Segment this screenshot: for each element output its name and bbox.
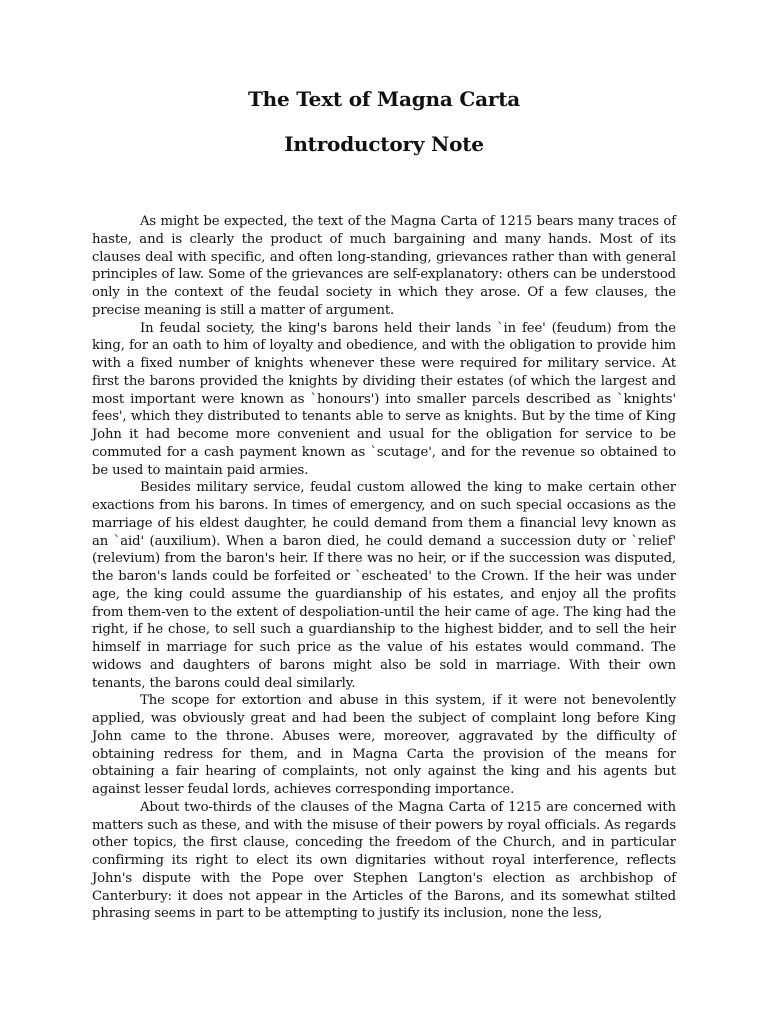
- document-subtitle: Introductory Note: [284, 132, 484, 156]
- document-body: [92, 213, 676, 923]
- paragraph: In feudal society, the king's barons held their lands `in fee' (feudum) from the king, for an oath to him of loyalty and obedience, and with the obligation to provide him with a fixed number of knights whenever these were required for military service. At first the barons provided the knights by dividing their estates (of which the largest and most important were known as `honours') into smaller parcels described as `knights' fees', which they distributed to tenants able to serve as knights. But by the time of King John it had become more convenient and usual for the obligation for service to be commuted for a cash payment known as `scutage', and for the revenue so obtained to be used to maintain paid armies.: [92, 320, 676, 478]
- paragraph: The scope for extortion and abuse in this system, if it were not benevolently applied, was obviously great and had been the subject of complaint long before King John came to the throne. Abuses were, moreover, aggravated by the difficulty of obtaining redress for them, and in Magna Carta the provision of the means for obtaining a fair hearing of complaints, not only against the king and his agents but against lesser feudal lords, achieves corresponding importance.: [92, 693, 676, 797]
- paragraph: Besides military service, feudal custom allowed the king to make certain other exactions from his barons. In times of emergency, and on such special occasions as the marriage of his eldest daughter, he could demand from them a financial levy known as an `aid' (auxilium). When a baron died, he could demand a succession duty or `relief' (relevium) from the baron's heir. If there was no heir, or if the succession was disputed, the baron's lands could be forfeited or `escheated' to the Crown. If the heir was under age, the king could assume the guardianship of his estates, and enjoy all the profits from them-ven to the extent of despoliation-until the heir came of age. The king had the right, if he chose, to sell such a guardianship to the highest bidder, and to sell the heir himself in marriage for such price as the value of his estates would command. The widows and daughters of barons might also be sold in marriage. With their own tenants, the barons could deal similarly.: [92, 480, 676, 691]
- paragraph: As might be expected, the text of the Magna Carta of 1215 bears many traces of haste, and is clearly the product of much bargaining and many hands. Most of its clauses deal with specific, and often long-standing, grievances rather than with general principles of law. Some of the grievances are self-explanatory: others can be understood only in the context of the feudal society in which they arose. Of a few clauses, the precise meaning is still a matter of argument.: [92, 214, 676, 318]
- paragraph: About two-thirds of the clauses of the Magna Carta of 1215 are concerned with matters such as these, and with the misuse of their powers by royal officials. As regards other topics, the first clause, conceding the freedom of the Church, and in particular confirming its right to elect its own dignitaries without royal interference, reflects John's dispute with the Pope over Stephen Langton's election as archbishop of Canterbury: it does not appear in the Articles of the Barons, and its somewhat stilted phrasing seems in part to be attempting to justify its inclusion, none the less,: [92, 799, 676, 922]
- document-title: The Text of Magna Carta: [247, 87, 520, 111]
